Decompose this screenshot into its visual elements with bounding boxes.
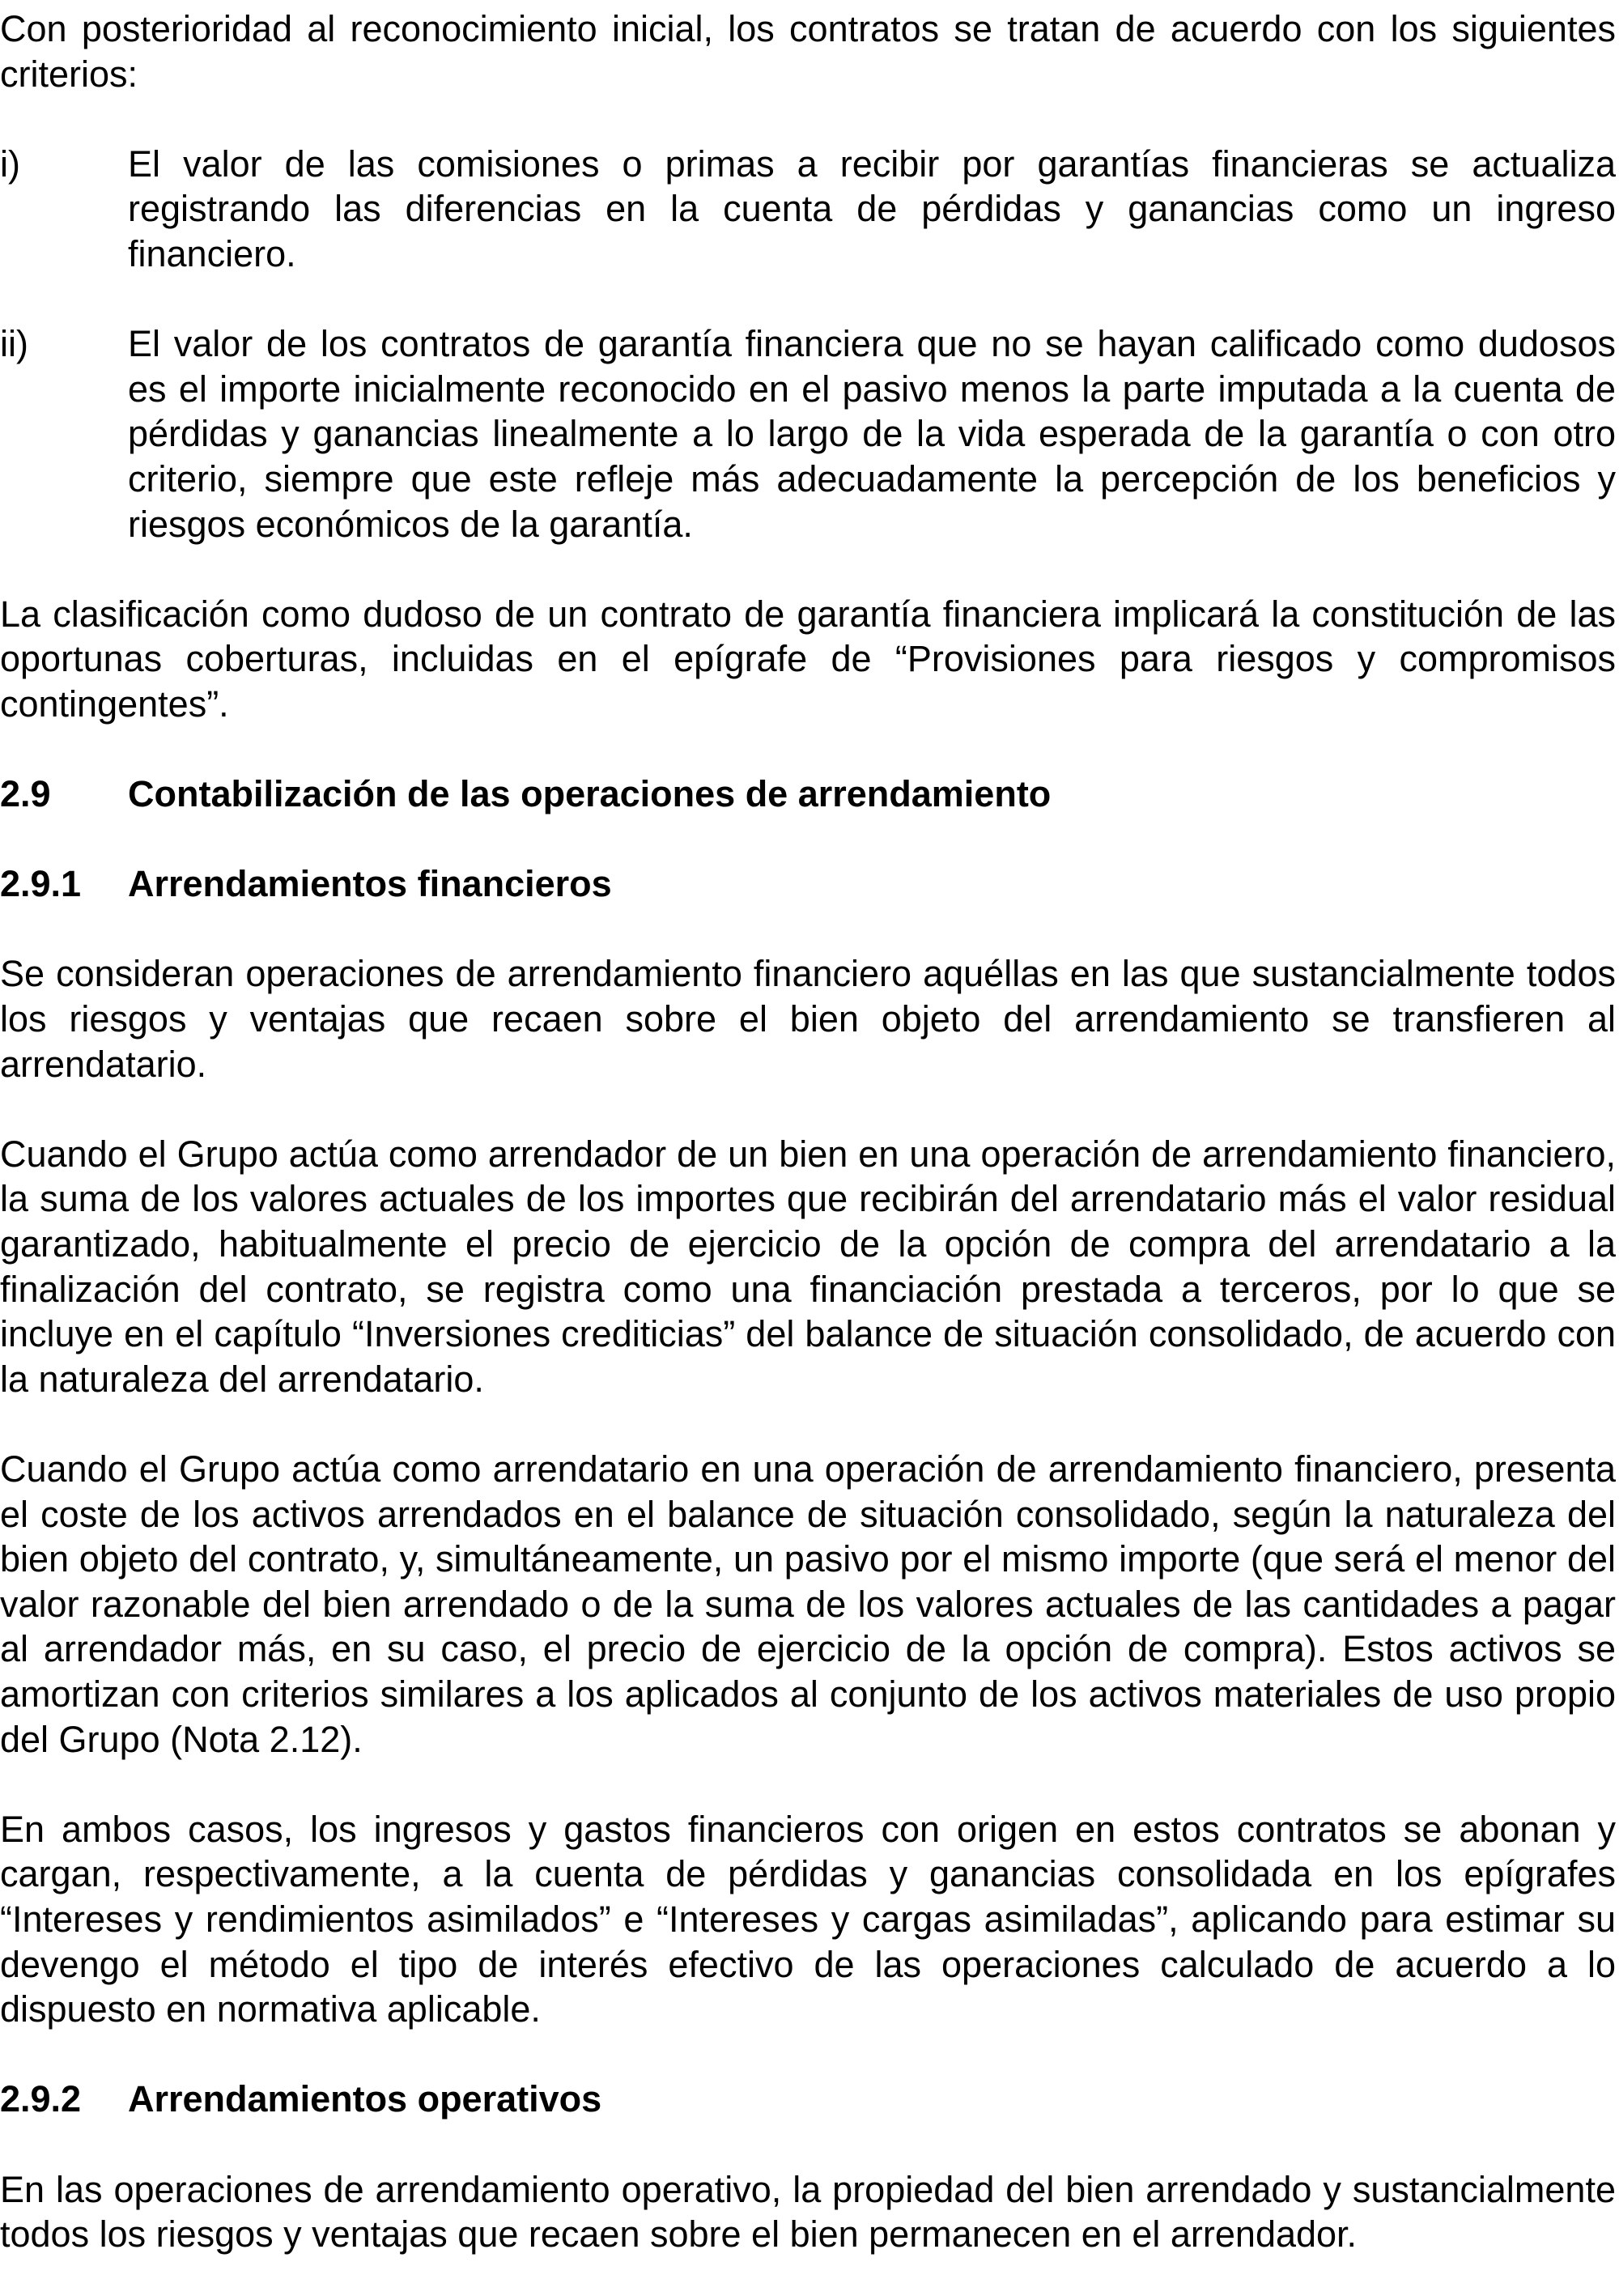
section-heading-2-9 bbox=[0, 772, 1616, 817]
document-page bbox=[0, 6, 1616, 2257]
section-title: Arrendamientos financieros bbox=[128, 863, 612, 905]
list-item bbox=[0, 321, 1616, 546]
section-number: 2.9.1 bbox=[0, 863, 82, 905]
section-number: 2.9 bbox=[0, 773, 51, 815]
list-item-text: El valor de los contratos de garantía financiera que no se hayan calificado como dudosos es el importe inicialmente reconocido en el pasivo menos la parte imputada a la cuenta de pérdidas y ganancias linealmente a lo largo de la vida esperada de la garantía o con otro criterio, siempre que este refleje más adecuadamente la percepción de los beneficios y riesgos económicos de la garantía. bbox=[128, 323, 1616, 545]
section-heading-2-9-2 bbox=[0, 2077, 1616, 2122]
body-paragraph: Se consideran operaciones de arrendamiento financiero aquéllas en las que sustancialmente todos los riesgos y ventajas que recaen sobre el bien objeto del arrendamiento se transfieren al arrendatario. bbox=[0, 953, 1616, 1085]
intro-paragraph: Con posterioridad al reconocimiento inicial, los contratos se tratan de acuerdo con los siguientes criterios: bbox=[0, 8, 1616, 95]
section-number: 2.9.2 bbox=[0, 2078, 82, 2120]
body-paragraph: En las operaciones de arrendamiento operativo, la propiedad del bien arrendado y sustancialmente todos los riesgos y ventajas que recaen sobre el bien permanecen en el arrendador. bbox=[0, 2168, 1616, 2256]
body-paragraph: Cuando el Grupo actúa como arrendatario en una operación de arrendamiento financiero, presenta el coste de los activos arrendados en el balance de situación consolidado, según la naturaleza del bien objeto del contrato, y, simultáneamente, un pasivo por el mismo importe (que será el menor del valor razonable del bien arrendado o de la suma de los valores actuales de las cantidades a pagar al arrendador más, en su caso, el precio de ejercicio de la opción de compra). Estos activos se amortizan con criterios similares a los aplicados al conjunto de los activos materiales de uso propio del Grupo (Nota 2.12). bbox=[0, 1448, 1616, 1760]
section-heading-2-9-1 bbox=[0, 861, 1616, 907]
body-paragraph: En ambos casos, los ingresos y gastos financieros con origen en estos contratos se abonan y cargan, respectivamente, a la cuenta de pérdidas y ganancias consolidada en los epígrafes “Intereses y rendimientos asimilados” e “Intereses y cargas asimiladas”, aplicando para estimar su devengo el método el tipo de interés efectivo de las operaciones calculado de acuerdo a lo dispuesto en normativa aplicable. bbox=[0, 1808, 1616, 2030]
list-item-label: i) bbox=[0, 142, 20, 185]
list-item bbox=[0, 142, 1616, 277]
list-item-label: ii) bbox=[0, 323, 28, 365]
body-paragraph: Cuando el Grupo actúa como arrendador de un bien en una operación de arrendamiento financiero, la suma de los valores actuales de los importes que recibirán del arrendatario más el valor residual garantizado, habitualmente el precio de ejercicio de la opción de compra del arrendatario a la finalización del contrato, se registra como una financiación prestada a terceros, por lo que se incluye en el capítulo “Inversiones crediticias” del balance de situación consolidado, de acuerdo con la naturaleza del arrendatario. bbox=[0, 1133, 1616, 1400]
section-title: Arrendamientos operativos bbox=[128, 2078, 602, 2120]
section-title: Contabilización de las operaciones de arrendamiento bbox=[128, 773, 1052, 815]
clasificacion-paragraph: La clasificación como dudoso de un contrato de garantía financiera implicará la constitución de las oportunas coberturas, incluidas en el epígrafe de “Provisiones para riesgos y compromisos contingentes”. bbox=[0, 593, 1616, 725]
list-item-text: El valor de las comisiones o primas a recibir por garantías financieras se actualiza registrando las diferencias en la cuenta de pérdidas y ganancias como un ingreso financiero. bbox=[128, 142, 1616, 274]
